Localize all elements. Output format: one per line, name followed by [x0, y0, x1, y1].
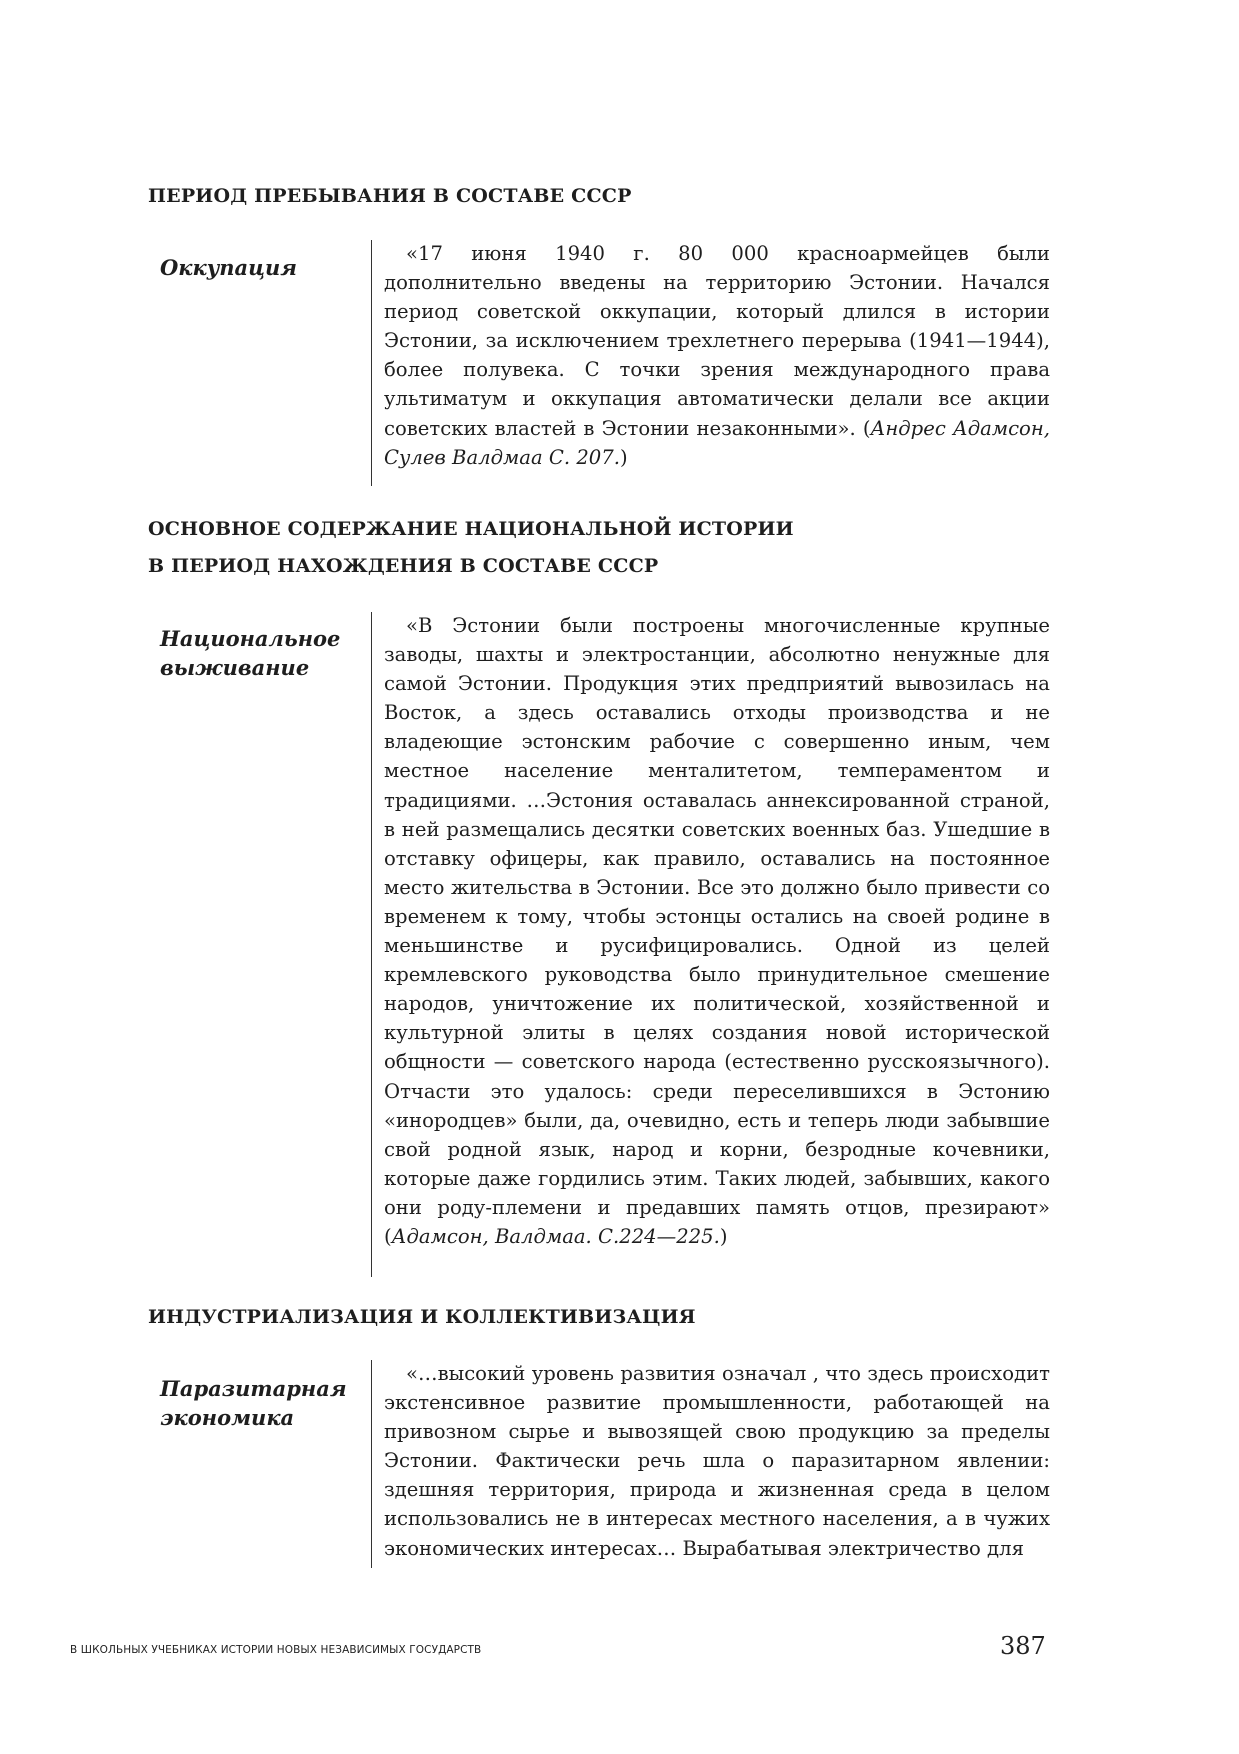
quote-tail: ) [719, 1224, 728, 1248]
section-heading [148, 1299, 696, 1336]
vertical-rule [371, 240, 372, 486]
running-footer: В ШКОЛЬНЫХ УЧЕБНИКАХ ИСТОРИИ НОВЫХ НЕЗАВИСИМЫХ ГОСУДАРСТВ [70, 1644, 482, 1656]
quote-source: Адамсон, Валдмаа. С.224—225. [391, 1224, 720, 1248]
heading-line: ИНДУСТРИАЛИЗАЦИЯ И КОЛЛЕКТИВИЗАЦИЯ [148, 1306, 696, 1328]
side-label: Оккупация [160, 255, 298, 280]
quote-text: «17 июня 1940 г. 80 000 красноармейцев были дополнительно введены на территорию Эстонии. Начался период советской оккупации, который длился в истории Эстонии, за исключением трехлетнего перерыва (1941—1944), более полувека. С точки зрения международного права ультиматум и оккупация автоматически делали все акции советских властей в Эстонии незаконными». ( [384, 242, 1050, 440]
quote-tail: ) [619, 445, 628, 469]
quote-paragraph [384, 239, 1050, 472]
quote-paragraph [384, 611, 1050, 1251]
quote-text: «В Эстонии были построены многочисленные крупные заводы, шахты и электростанции, абсолютно ненужные для самой Эстонии. Продукция этих предприятий вывозилась на Восток, а здесь оставались отходы производства и не владеющие эстонским рабочие с совершенно иным, чем местное население менталитетом, темпераментом и традициями. …Эстония оставалась аннексированной страной, в ней размещались десятки советских военных баз. Ушедшие в отставку офицеры, как правило, оставались на постоянное место жительства в Эстонии. Все это должно было привести со временем к тому, чтобы эстонцы остались на своей родине в меньшинстве и русифицировались. Одной из целей кремлевского руководства было принудительное смешение народов, уничтожение их политической, хозяйственной и культурной элиты в целях создания новой исторической общности — советского народа (естественно русскоязычного). Отчасти это удалось: среди переселившихся в Эстонию «инородцев» были, да, очевидно, есть и теперь люди забывшие свой родной язык, народ и корни, безродные кочевники, которые даже гордились этим. Таких людей, забывших, какого они роду-племени и предавших память отцов, презирают» ( [384, 614, 1050, 1248]
quote-paragraph [384, 1359, 1050, 1563]
page-number: 387 [1000, 1632, 1046, 1660]
heading-line: ПЕРИОД ПРЕБЫВАНИЯ В СОСТАВЕ СССР [148, 185, 632, 207]
side-label: Паразитарная экономика [160, 1376, 347, 1430]
section-heading [148, 178, 632, 215]
section-heading [148, 511, 794, 585]
quote-source: Андрес Адамсон, Сулев Валдмаа С. 207. [384, 416, 1050, 469]
heading-line: ОСНОВНОЕ СОДЕРЖАНИЕ НАЦИОНАЛЬНОЙ ИСТОРИИ [148, 518, 794, 540]
heading-line: В ПЕРИОД НАХОЖДЕНИЯ В СОСТАВЕ СССР [148, 555, 659, 577]
vertical-rule [371, 612, 372, 1277]
side-label: Национальное выживание [160, 626, 341, 680]
quote-text: «…высокий уровень развития означал , что здесь происходит экстенсивное развитие промышленности, работающей на привозном сырье и вывозящей свою продукцию за пределы Эстонии. Фактически речь шла о паразитарном явлении: здешняя территория, природа и жизненная среда в целом использовались не в интересах местного населения, а в чужих экономических интересах… Вырабатывая электричество для [384, 1362, 1050, 1560]
vertical-rule [371, 1360, 372, 1568]
